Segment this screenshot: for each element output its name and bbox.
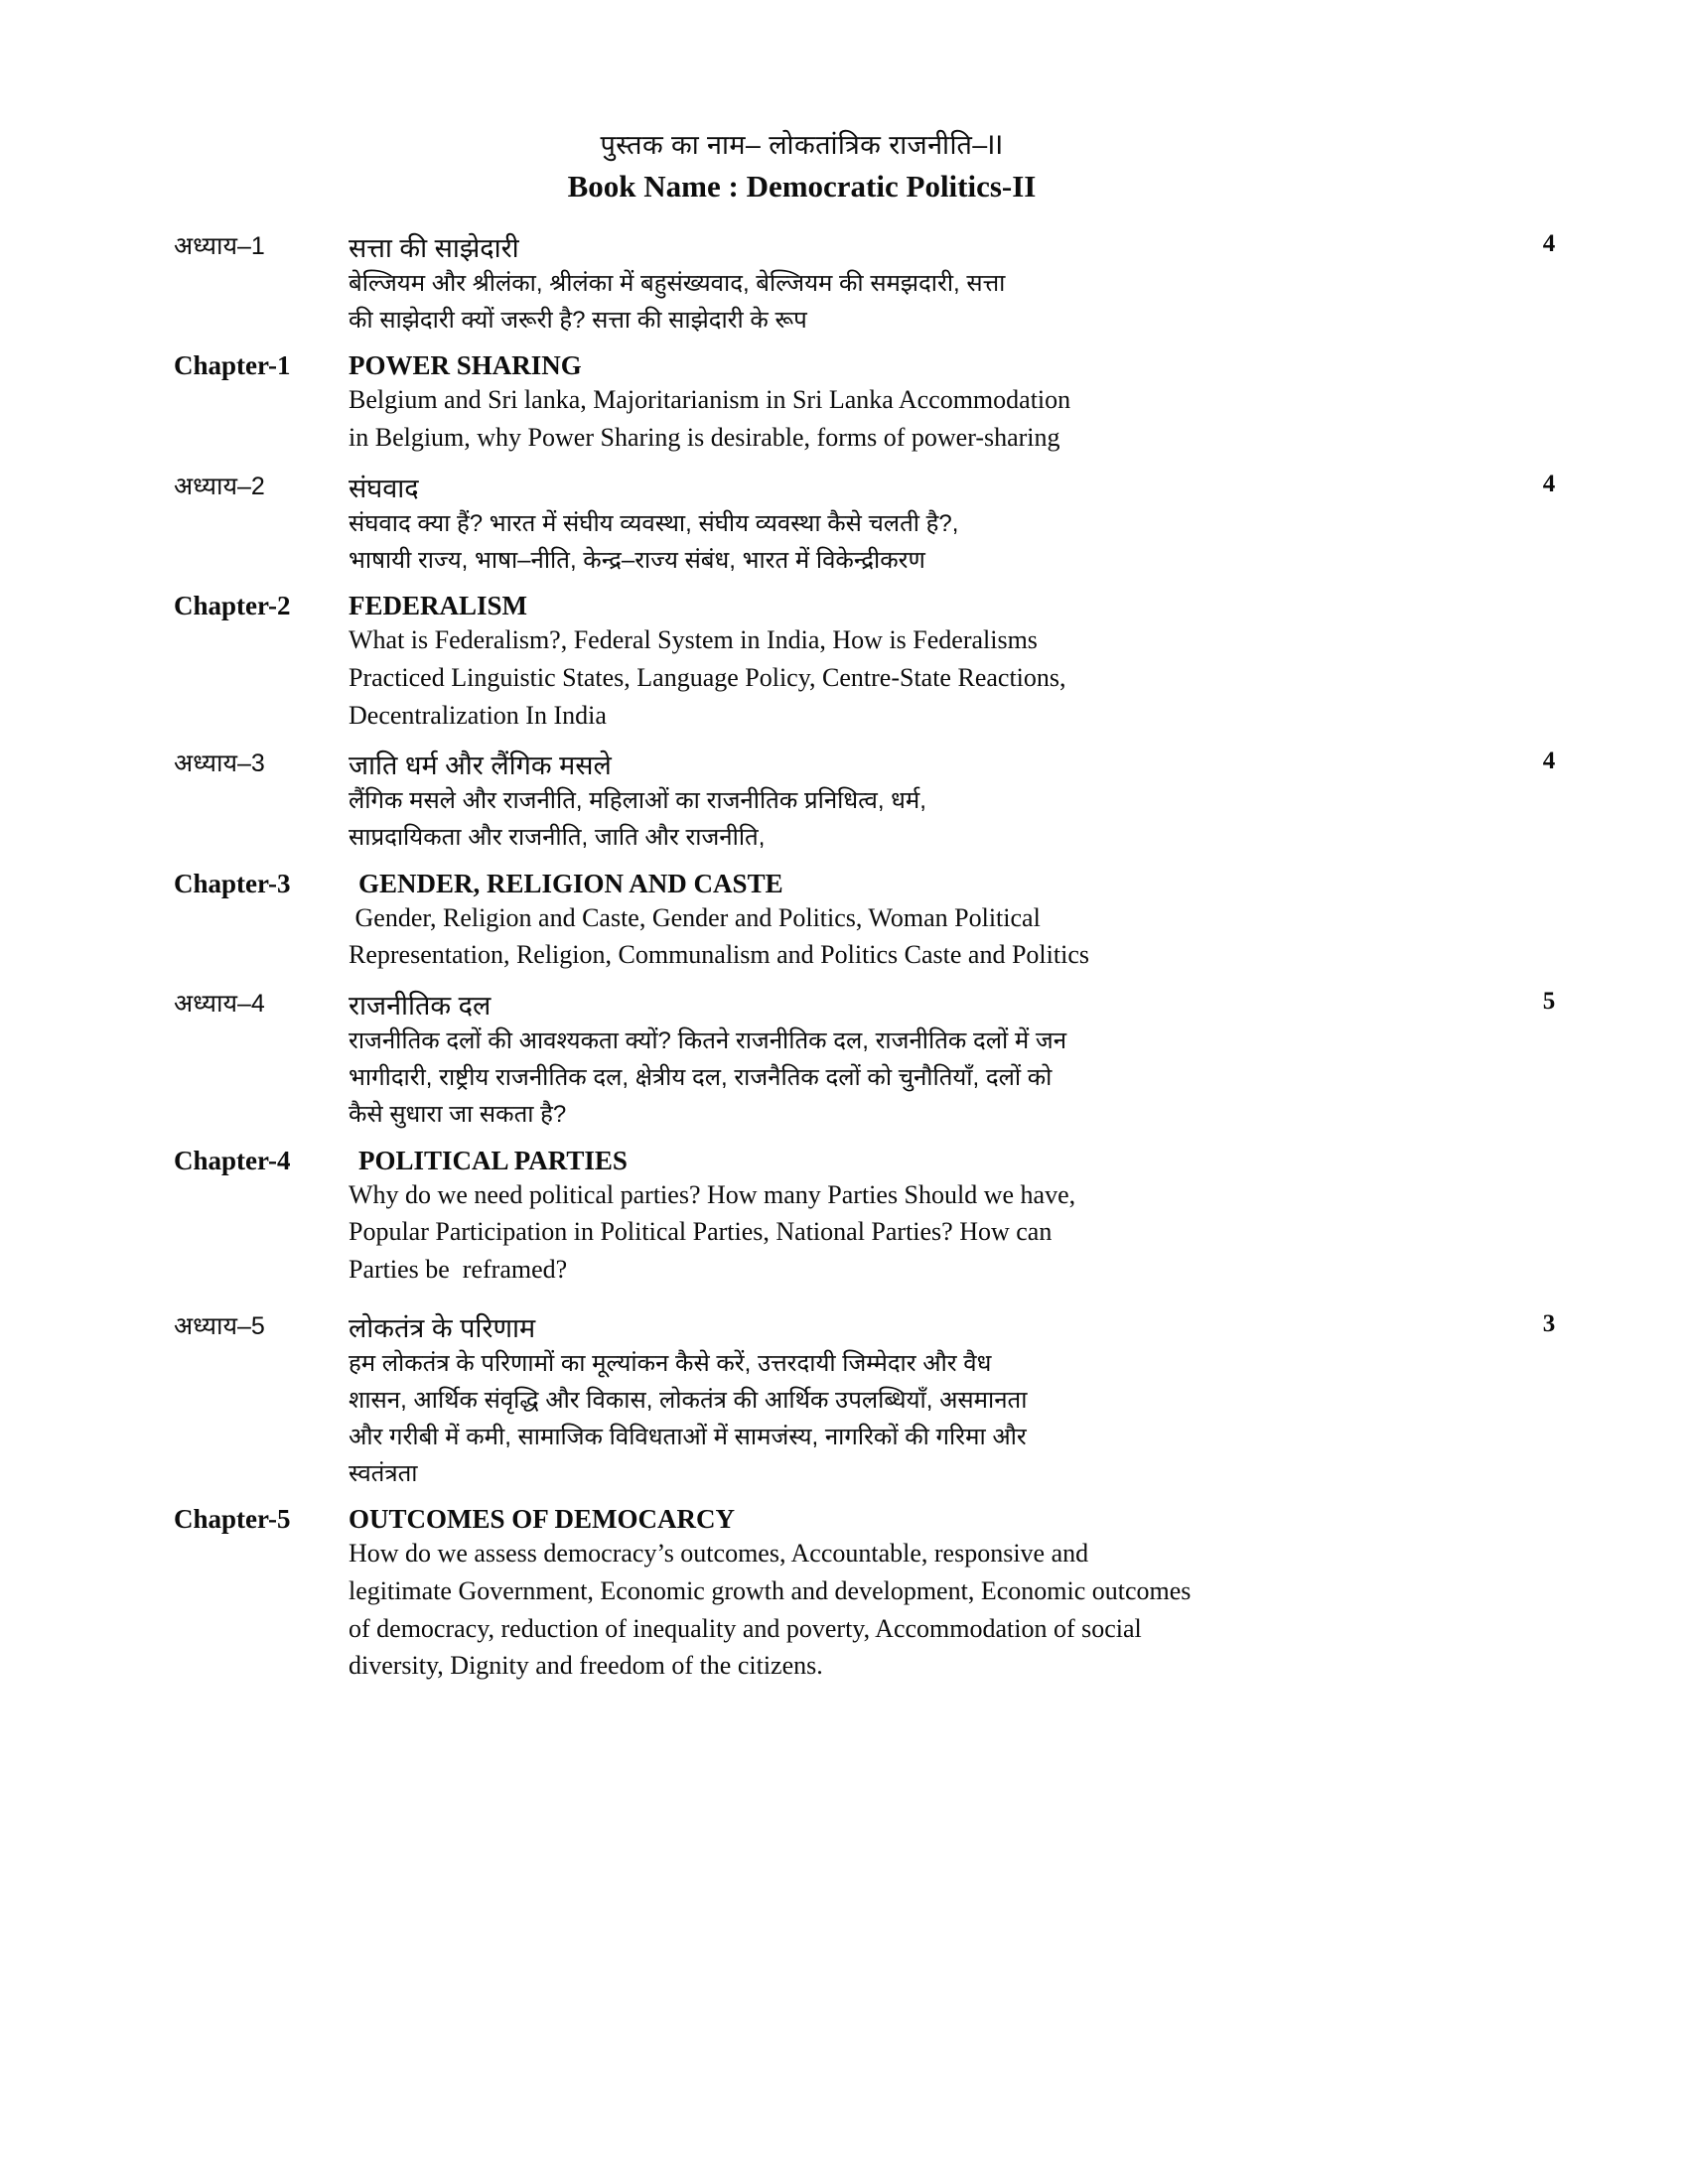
chapter-1-hindi-heading: सत्ता की साझेदारी [349,233,519,264]
book-title-hindi: पुस्तक का नाम– लोकतांत्रिक राजनीति–II [600,130,1004,160]
chapter-5-english-label: Chapter-5 [174,1504,291,1535]
body-line: Decentralization In India [349,700,607,730]
chapter-2-english-label: Chapter-2 [174,591,291,621]
chapter-4-hindi-heading: राजनीतिक दल [349,990,492,1021]
body-line: of democracy, reduction of inequality and poverty, Accommodation of social [349,1613,1142,1643]
chapter-5-english-heading: OUTCOMES OF DEMOCARCY [349,1504,735,1535]
body-line: भाषायी राज्य, भाषा–नीति, केन्द्र–राज्य संबंध, भारत में विकेन्द्रीकरण [349,546,925,574]
chapter-3-english-body [349,899,1510,974]
chapter-4-marks: 5 [1542,987,1556,1015]
chapter-block-4-english [174,1146,1569,1289]
chapter-5-marks: 3 [1542,1309,1556,1337]
chapter-4-hindi-body [349,1023,1490,1134]
body-line: शासन, आर्थिक संवृद्धि और विकास, लोकतंत्र की आर्थिक उपलब्धियाँ, असमानता [349,1386,1028,1414]
body-line: in Belgium, why Power Sharing is desirable, forms of power-sharing [349,423,1060,453]
chapter-1-english-heading: POWER SHARING [349,350,582,381]
spacer [174,1494,1569,1504]
body-line: की साझेदारी क्यों जरूरी है? सत्ता की साझेदारी के रूप [349,307,807,335]
chapter-5-hindi-body [349,1345,1490,1493]
chapter-5-hindi-label: अध्याय–5 [174,1311,265,1340]
chapter-3-english-head [174,869,1569,899]
chapter-1-english-label: Chapter-1 [174,350,291,381]
spacer [174,341,1569,350]
body-line: Why do we need political parties? How many Parties Should we have, [349,1179,1076,1209]
chapter-5-hindi-head [174,1308,1569,1345]
chapter-3-english-heading: GENDER, RELIGION AND CASTE [358,868,783,898]
spacer [174,459,1569,469]
chapter-1-hindi-head [174,228,1569,265]
chapter-block-2-hindi [174,469,1569,579]
chapter-2-english-head [174,591,1569,621]
chapter-1-marks: 4 [1542,230,1556,258]
chapter-block-1-hindi [174,228,1569,339]
chapter-1-hindi-label: अध्याय–1 [174,232,265,261]
chapter-block-3-english [174,869,1569,974]
body-line: संघवाद क्या हैं? भारत में संघीय व्यवस्था, संघीय व्यवस्था कैसे चलती है?, [349,509,959,537]
chapter-block-1-english [174,350,1569,456]
chapter-5-english-head [174,1504,1569,1535]
body-line: Parties be reframed? [349,1254,568,1284]
chapter-5-hindi-heading: लोकतंत्र के परिणाम [349,1312,536,1343]
spacer [174,859,1569,869]
body-line: Gender, Religion and Caste, Gender and Politics, Woman Political [349,902,1041,932]
chapter-2-hindi-heading: संघवाद [349,473,419,503]
body-line: स्वतंत्रता [349,1460,418,1488]
body-line: भागीदारी, राष्ट्रीय राजनीतिक दल, क्षेत्रीय दल, राजनैतिक दलों को चुनौतियाँ, दलों को [349,1064,1053,1092]
chapter-block-2-english [174,591,1569,734]
body-line: Representation, Religion, Communalism and Politics Caste and Politics [349,940,1089,970]
body-line: राजनीतिक दलों की आवश्यकता क्यों? कितने राजनीतिक दल, राजनीतिक दलों में जन [349,1026,1067,1054]
spacer [174,736,1569,746]
chapter-2-hindi-label: अध्याय–2 [174,472,265,500]
body-line: Practiced Linguistic States, Language Policy, Centre-State Reactions, [349,662,1066,692]
chapter-5-english-body [349,1535,1510,1685]
chapter-3-hindi-label: अध्याय–3 [174,750,265,778]
chapter-4-hindi-label: अध्याय–4 [174,989,265,1018]
chapter-4-english-heading: POLITICAL PARTIES [358,1145,628,1175]
spacer [174,976,1569,986]
chapter-2-marks: 4 [1542,470,1556,497]
chapter-4-english-label: Chapter-4 [174,1145,291,1175]
body-line: साप्रदायिकता और राजनीति, जाति और राजनीति, [349,824,766,852]
body-line: Belgium and Sri lanka, Majoritarianism in Sri Lanka Accommodation [349,385,1071,415]
chapter-block-3-hindi [174,746,1569,856]
chapter-3-hindi-heading: जाति धर्म और लैंगिक मसले [349,751,612,781]
chapter-3-english-label: Chapter-3 [174,868,291,898]
chapter-2-hindi-head [174,469,1569,505]
chapter-2-hindi-body [349,505,1490,579]
chapter-1-english-head [174,350,1569,381]
chapter-3-marks: 4 [1542,748,1556,775]
chapter-block-5-english [174,1504,1569,1685]
spacer [174,1136,1569,1146]
chapter-3-hindi-head [174,746,1569,782]
chapter-2-english-heading: FEDERALISM [349,591,528,621]
body-line: और गरीबी में कमी, सामाजिक विविधताओं में सामजंस्य, नागरिकों की गरिमा और [349,1423,1027,1450]
chapter-block-5-hindi [174,1308,1569,1493]
body-line: बेल्जियम और श्रीलंका, श्रीलंका में बहुसंख्यवाद, बेल्जियम की समझदारी, सत्ता [349,270,1006,298]
chapter-4-english-head [174,1146,1569,1176]
chapter-1-english-body [349,381,1510,456]
body-line: Popular Participation in Political Parties, National Parties? How can [349,1217,1053,1247]
body-line: हम लोकतंत्र के परिणामों का मूल्यांकन कैसे करें, उत्तरदायी जिम्मेदार और वैध [349,1349,992,1377]
body-line: What is Federalism?, Federal System in India, How is Federalisms [349,625,1038,655]
body-line: कैसे सुधारा जा सकता है? [349,1101,567,1129]
chapter-2-english-body [349,621,1510,734]
body-line: लैंगिक मसले और राजनीति, महिलाओं का राजनीतिक प्रनिधित्व, धर्म, [349,787,926,815]
body-line: How do we assess democracy’s outcomes, Accountable, responsive and [349,1539,1089,1569]
spacer [174,1291,1569,1308]
chapter-block-4-hindi [174,986,1569,1134]
document-header [174,129,1569,206]
chapter-4-english-body [349,1176,1510,1289]
chapter-4-hindi-head [174,986,1569,1023]
chapter-1-hindi-body [349,265,1490,339]
spacer [174,581,1569,591]
body-line: legitimate Government, Economic growth and development, Economic outcomes [349,1576,1192,1606]
body-line: diversity, Dignity and freedom of the citizens. [349,1651,823,1681]
book-title-english: Book Name : Democratic Politics-II [567,168,1037,204]
chapter-3-hindi-body [349,782,1490,856]
